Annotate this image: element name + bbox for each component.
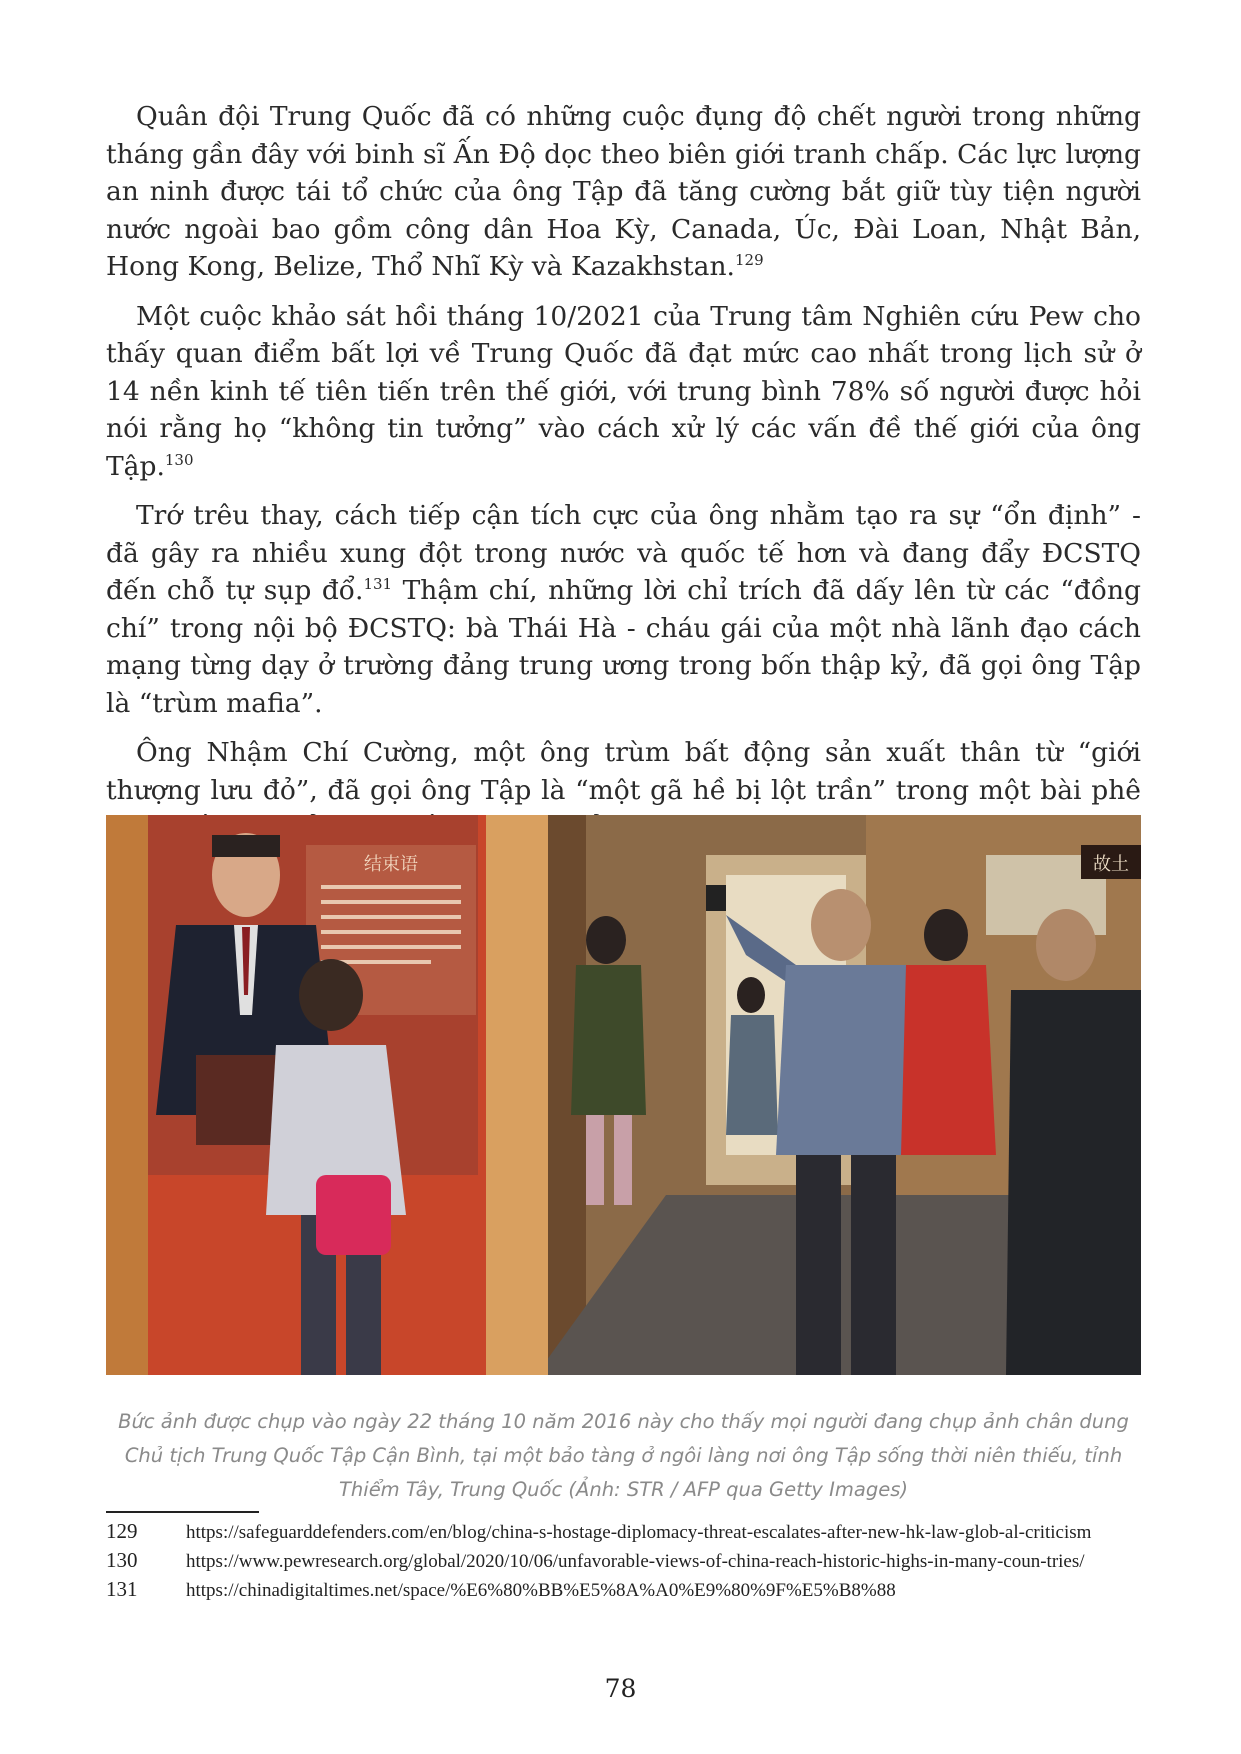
footnote-131: [106, 1576, 1141, 1604]
footnotes: [106, 1518, 1141, 1605]
footnote-number: 131: [106, 1577, 138, 1601]
footnote-ref-130[interactable]: 130: [164, 450, 194, 469]
article-body: [106, 98, 1141, 859]
footnote-130: [106, 1547, 1141, 1575]
paragraph-4: Ông Nhậm Chí Cường, một ông trùm bất động sản xuất thân từ “giới thượng lưu đỏ”, đã gọi ông Tập là “một gã hề bị lột trần” trong một bài phê: [106, 737, 1141, 806]
footnote-ref-131[interactable]: 131: [363, 575, 393, 594]
museum-photo: [106, 815, 1141, 1375]
wall-sign-text: 结束语: [364, 854, 418, 875]
footnote-ref-129[interactable]: 129: [734, 251, 764, 270]
footnote-number: 129: [106, 1519, 138, 1543]
paragraph-3: Trớ trêu thay, cách tiếp cận tích cực của ông nhằm tạo ra sự “ổn định” - đã gây ra nhiều xung đột trong nước và quốc tế hơn và đang đẩy ĐCSTQ đến chỗ tự sụp đổ.$^{131}$ Thậm chí, những lời chỉ trích đã dấy lên từ các “đồng chí” trong nội bộ ĐCSTQ: bà Thái Hà - cháu gái của một nhà lãnh đạo cách mạng từng dạy ở trường đảng trung ương trong bốn thập kỷ, đã gọi ông Tập là “trùm mafia”.: [106, 500, 1141, 719]
footnote-link[interactable]: https://safeguarddefenders.com/en/blog/china-s-hostage-diplomacy-threat-escalates-after-new-hk-law-glob-al-criticism: [186, 1522, 1092, 1543]
page-number: 78: [604, 1674, 637, 1703]
footnote-link[interactable]: https://www.pewresearch.org/global/2020/10/06/unfavorable-views-of-china-reach-historic-highs-in-many-coun-tries/: [186, 1551, 1085, 1572]
paragraph-1: Quân đội Trung Quốc đã có những cuộc đụng độ chết người trong những tháng gần đây với binh sĩ Ấn Độ dọc theo biên giới tranh chấp. Các lực lượng an ninh được tái tổ chức của ông Tập đã tăng cường bắt giữ tùy tiện người nước ngoài bao gồm công dân Hoa Kỳ, Canada, Úc, Đài Loan, Nhật Bản, Hong Kong, Belize, Thổ Nhĩ Kỳ và Kazakhstan.$^{129}$: [106, 101, 1141, 282]
photo-illustration: [106, 815, 1141, 1375]
footnote-link[interactable]: https://chinadigitaltimes.net/space/%E6%80%BB%E5%8A%A0%E9%80%9F%E5%B8%88: [186, 1580, 896, 1601]
footnote-divider: [106, 1511, 259, 1513]
footnote-number: 130: [106, 1548, 138, 1572]
footnote-129: [106, 1518, 1141, 1546]
photo-caption: Bức ảnh được chụp vào ngày 22 tháng 10 năm 2016 này cho thấy mọi người đang chụp ảnh chân dung Chủ tịch Trung Quốc Tập Cận Bình, tại một bảo tàng ở ngôi làng nơi ông Tập sống thời niên thiếu, tỉnh Thiểm Tây, Trung Quốc (Ảnh: STR / AFP qua Getty Images): [118, 1410, 1129, 1501]
paragraph-2: Một cuộc khảo sát hồi tháng 10/2021 của Trung tâm Nghiên cứu Pew cho thấy quan điểm bất lợi về Trung Quốc đã đạt mức cao nhất trong lịch sử ở 14 nền kinh tế tiên tiến trên thế giới, với trung bình 78% số người được hỏi nói rằng họ “không tin tưởng” vào cách xử lý các vấn đề thế giới của ông Tập.$^{130}$: [106, 300, 1141, 482]
corner-sign-text: 故土: [1093, 854, 1129, 875]
